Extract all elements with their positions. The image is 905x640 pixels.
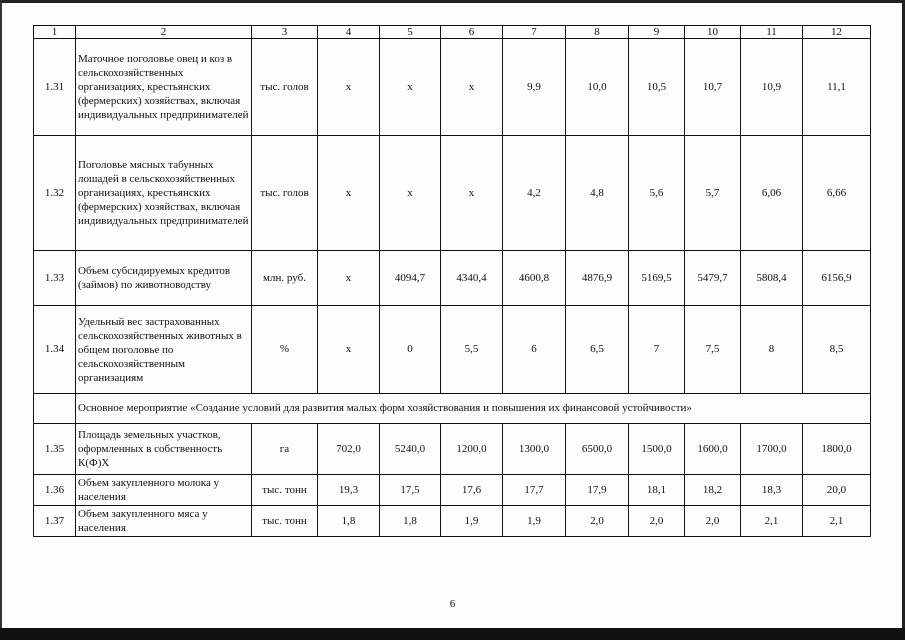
indicator-name: Объем субсидируемых кредитов (займов) по животноводству [76, 251, 252, 306]
value-cell: х [318, 306, 380, 394]
header-cell: 12 [803, 26, 871, 39]
value-cell: 5808,4 [741, 251, 803, 306]
value-cell: 1,9 [503, 506, 566, 537]
value-cell: 1300,0 [503, 424, 566, 475]
value-cell: 2,0 [566, 506, 629, 537]
value-cell: 5,6 [629, 136, 685, 251]
unit-cell: % [252, 306, 318, 394]
scan-edge-top [0, 0, 905, 3]
table-row [34, 424, 871, 475]
value-cell: 6,06 [741, 136, 803, 251]
unit-cell: га [252, 424, 318, 475]
row-number: 1.35 [34, 424, 76, 475]
value-cell: 6,66 [803, 136, 871, 251]
table-row [34, 136, 871, 251]
table-header-row [34, 26, 871, 39]
value-cell: 7 [629, 306, 685, 394]
value-cell: 5240,0 [380, 424, 441, 475]
value-cell: 4340,4 [441, 251, 503, 306]
value-cell: 17,5 [380, 475, 441, 506]
value-cell: 1,9 [441, 506, 503, 537]
value-cell: 18,2 [685, 475, 741, 506]
unit-cell: тыс. голов [252, 136, 318, 251]
header-cell: 1 [34, 26, 76, 39]
value-cell: 4,8 [566, 136, 629, 251]
scan-edge-bottom [0, 628, 905, 640]
value-cell: 8 [741, 306, 803, 394]
indicator-name: Маточное поголовье овец и коз в сельскохозяйственных организациях, крестьянских (фермерских) хозяйствах, включая индивидуальных предпринимателей [76, 39, 252, 136]
value-cell: 18,3 [741, 475, 803, 506]
unit-cell: тыс. голов [252, 39, 318, 136]
value-cell: 4094,7 [380, 251, 441, 306]
unit-cell: тыс. тонн [252, 475, 318, 506]
value-cell: 20,0 [803, 475, 871, 506]
value-cell: х [318, 251, 380, 306]
indicator-name: Площадь земельных участков, оформленных в собственность К(Ф)Х [76, 424, 252, 475]
header-cell: 7 [503, 26, 566, 39]
section-row [34, 394, 871, 424]
indicators-table [33, 25, 871, 537]
value-cell: 6156,9 [803, 251, 871, 306]
value-cell: 1600,0 [685, 424, 741, 475]
value-cell: 10,7 [685, 39, 741, 136]
value-cell: 0 [380, 306, 441, 394]
value-cell: 19,3 [318, 475, 380, 506]
table-row [34, 306, 871, 394]
row-number: 1.37 [34, 506, 76, 537]
table-row [34, 475, 871, 506]
value-cell: х [441, 39, 503, 136]
value-cell: 2,1 [741, 506, 803, 537]
section-blank-cell [34, 394, 76, 424]
header-cell: 3 [252, 26, 318, 39]
value-cell: х [441, 136, 503, 251]
unit-cell: тыс. тонн [252, 506, 318, 537]
value-cell: 1200,0 [441, 424, 503, 475]
value-cell: 17,9 [566, 475, 629, 506]
indicator-name: Объем закупленного молока у населения [76, 475, 252, 506]
row-number: 1.34 [34, 306, 76, 394]
value-cell: 1,8 [318, 506, 380, 537]
header-cell: 2 [76, 26, 252, 39]
value-cell: 10,0 [566, 39, 629, 136]
page-number: 6 [449, 598, 456, 610]
header-cell: 10 [685, 26, 741, 39]
value-cell: 2,0 [685, 506, 741, 537]
header-cell: 11 [741, 26, 803, 39]
value-cell: 5,5 [441, 306, 503, 394]
value-cell: 10,9 [741, 39, 803, 136]
row-number: 1.33 [34, 251, 76, 306]
value-cell: 6 [503, 306, 566, 394]
indicator-name: Удельный вес застрахованных сельскохозяйственных животных в общем поголовье по сельскохозяйственным организациям [76, 306, 252, 394]
indicator-name: Объем закупленного мяса у населения [76, 506, 252, 537]
value-cell: х [318, 136, 380, 251]
value-cell: 702,0 [318, 424, 380, 475]
value-cell: 11,1 [803, 39, 871, 136]
header-cell: 9 [629, 26, 685, 39]
value-cell: 2,1 [803, 506, 871, 537]
unit-cell: млн. руб. [252, 251, 318, 306]
value-cell: 1700,0 [741, 424, 803, 475]
value-cell: 4600,8 [503, 251, 566, 306]
row-number: 1.32 [34, 136, 76, 251]
value-cell: 6500,0 [566, 424, 629, 475]
value-cell: 2,0 [629, 506, 685, 537]
scan-edge-left [0, 0, 2, 640]
section-title: Основное мероприятие «Создание условий для развития малых форм хозяйствования и повышения их финансовой устойчивости» [76, 394, 871, 424]
header-cell: 4 [318, 26, 380, 39]
value-cell: х [380, 136, 441, 251]
value-cell: х [380, 39, 441, 136]
value-cell: 1500,0 [629, 424, 685, 475]
value-cell: 17,6 [441, 475, 503, 506]
value-cell: 1800,0 [803, 424, 871, 475]
value-cell: 5169,5 [629, 251, 685, 306]
value-cell: 7,5 [685, 306, 741, 394]
value-cell: 17,7 [503, 475, 566, 506]
table-row [34, 39, 871, 136]
header-cell: 8 [566, 26, 629, 39]
value-cell: 4876,9 [566, 251, 629, 306]
value-cell: 10,5 [629, 39, 685, 136]
value-cell: 5479,7 [685, 251, 741, 306]
value-cell: 9,9 [503, 39, 566, 136]
value-cell: 6,5 [566, 306, 629, 394]
value-cell: 4,2 [503, 136, 566, 251]
value-cell: 1,8 [380, 506, 441, 537]
value-cell: 18,1 [629, 475, 685, 506]
row-number: 1.36 [34, 475, 76, 506]
value-cell: х [318, 39, 380, 136]
value-cell: 5,7 [685, 136, 741, 251]
row-number: 1.31 [34, 39, 76, 136]
header-cell: 5 [380, 26, 441, 39]
table-row [34, 506, 871, 537]
header-cell: 6 [441, 26, 503, 39]
value-cell: 8,5 [803, 306, 871, 394]
table-row [34, 251, 871, 306]
indicator-name: Поголовье мясных табунных лошадей в сельскохозяйственных организациях, крестьянских (фермерских) хозяйствах, включая индивидуальных предпринимателей [76, 136, 252, 251]
